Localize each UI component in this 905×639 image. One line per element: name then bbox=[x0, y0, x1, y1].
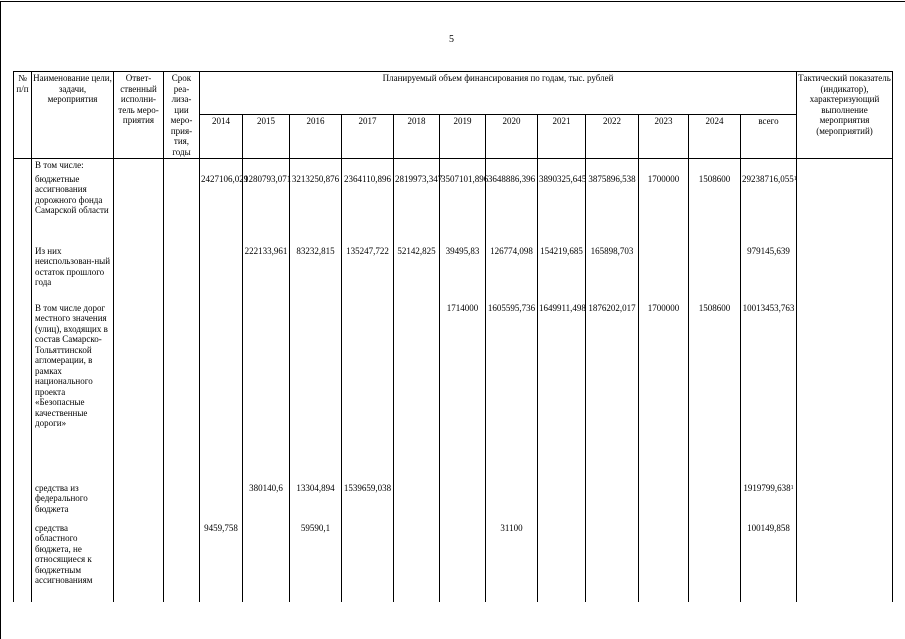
row-year-value bbox=[586, 482, 639, 522]
row-responsible bbox=[114, 302, 164, 482]
table-row bbox=[14, 302, 893, 482]
table-row bbox=[14, 482, 893, 522]
cell-value: 1714000 bbox=[446, 302, 479, 313]
table-row bbox=[14, 173, 893, 245]
header-year: 2017 bbox=[342, 114, 394, 158]
total-value: 29238716,055 bbox=[742, 173, 794, 184]
row-total bbox=[741, 173, 797, 245]
row-year-value bbox=[290, 245, 342, 302]
cell-value: 31100 bbox=[500, 522, 523, 533]
row-year-value bbox=[200, 159, 243, 173]
row-year-value bbox=[689, 482, 741, 522]
header-indicator: Тактический показатель (индикатор), характеризующий выполнение мероприятия (мероприятий) bbox=[797, 72, 893, 159]
row-year-value bbox=[290, 173, 342, 245]
row-year-value bbox=[639, 302, 689, 482]
row-year-value bbox=[486, 302, 538, 482]
cell-value: 3890325,645 bbox=[539, 173, 587, 184]
row-year-value bbox=[342, 482, 394, 522]
row-year-value bbox=[243, 245, 290, 302]
row-year-value bbox=[639, 245, 689, 302]
row-year-value bbox=[486, 159, 538, 173]
header-year: 2015 bbox=[243, 114, 290, 158]
row-num bbox=[14, 522, 32, 602]
row-year-value bbox=[639, 173, 689, 245]
row-period bbox=[164, 482, 200, 522]
row-year-value bbox=[342, 159, 394, 173]
cell-value: 165898,703 bbox=[590, 245, 634, 256]
header-year: 2022 bbox=[586, 114, 639, 158]
row-total bbox=[741, 482, 797, 522]
row-year-value bbox=[538, 522, 586, 602]
row-name: средства областного бюджета, не относящиеся к бюджетным ассигнованиям bbox=[32, 522, 114, 602]
row-indicator bbox=[797, 159, 893, 173]
row-name: средства из федерального бюджета bbox=[32, 482, 114, 522]
row-year-value bbox=[586, 173, 639, 245]
row-year-value bbox=[586, 302, 639, 482]
row-year-value bbox=[200, 173, 249, 245]
total-value: 1919799,638 bbox=[743, 482, 791, 493]
row-year-value bbox=[538, 173, 586, 245]
row-responsible bbox=[114, 245, 164, 302]
cell-value: 13304,894 bbox=[296, 482, 335, 493]
row-name: бюджетные ассигнования дорожного фонда Самарской области bbox=[32, 173, 114, 245]
row-year-value bbox=[342, 302, 394, 482]
row-num bbox=[14, 482, 32, 522]
row-year-value bbox=[243, 173, 290, 245]
cell-value: 2364110,896 bbox=[344, 173, 391, 184]
row-year-value bbox=[586, 522, 639, 602]
row-year-value bbox=[394, 302, 440, 482]
row-responsible bbox=[114, 173, 164, 245]
financing-table bbox=[13, 71, 893, 602]
row-total bbox=[741, 302, 797, 482]
table-row bbox=[14, 159, 893, 173]
table-row bbox=[14, 522, 893, 602]
header-year: 2018 bbox=[394, 114, 440, 158]
cell-value: 2819973,347 bbox=[395, 173, 443, 184]
cell-value: 1605595,736 bbox=[487, 302, 536, 313]
left-border bbox=[0, 1, 1, 639]
row-year-value bbox=[639, 522, 689, 602]
row-year-value bbox=[290, 522, 342, 602]
row-total bbox=[741, 159, 797, 173]
header-total: всего bbox=[741, 114, 797, 158]
cell-value: 1539659,038 bbox=[343, 482, 392, 493]
row-responsible bbox=[114, 522, 164, 602]
row-year-value bbox=[290, 159, 342, 173]
row-num bbox=[14, 245, 32, 302]
cell-value: 59590,1 bbox=[300, 522, 331, 533]
row-year-value bbox=[243, 482, 290, 522]
header-year: 2021 bbox=[538, 114, 586, 158]
row-year-value bbox=[394, 173, 443, 245]
header-year: 2014 bbox=[200, 114, 243, 158]
row-indicator bbox=[797, 173, 893, 245]
cell-value: 1649911,498 bbox=[539, 302, 586, 313]
row-name: Из них неиспользован-ный остаток прошлого года bbox=[32, 245, 114, 302]
row-year-value bbox=[440, 173, 489, 245]
header-num: № п/п bbox=[14, 72, 32, 159]
row-year-value bbox=[486, 245, 538, 302]
row-year-value bbox=[440, 522, 486, 602]
row-responsible bbox=[114, 482, 164, 522]
row-num bbox=[14, 159, 32, 173]
row-year-value bbox=[243, 522, 290, 602]
row-year-value bbox=[689, 302, 741, 482]
header-responsible: Ответ-ственный исполни-тель меро-приятия bbox=[114, 72, 164, 159]
row-total bbox=[741, 245, 797, 302]
row-year-value bbox=[200, 482, 243, 522]
header-year: 2020 bbox=[486, 114, 538, 158]
row-period bbox=[164, 245, 200, 302]
row-year-value bbox=[342, 245, 394, 302]
cell-value: 3507101,896 bbox=[441, 173, 489, 184]
row-responsible bbox=[114, 159, 164, 173]
header-financing: Планируемый объем финансирования по годам, тыс. рублей bbox=[200, 72, 797, 115]
cell-value: 1876202,017 bbox=[588, 302, 636, 313]
row-year-value bbox=[689, 173, 741, 245]
row-year-value bbox=[342, 522, 394, 602]
row-year-value bbox=[486, 482, 538, 522]
row-year-value bbox=[639, 482, 689, 522]
header-year: 2023 bbox=[639, 114, 689, 158]
row-year-value bbox=[689, 522, 741, 602]
row-year-value bbox=[586, 159, 639, 173]
row-period bbox=[164, 173, 200, 245]
row-period bbox=[164, 302, 200, 482]
row-year-value bbox=[200, 302, 243, 482]
cell-value: 380140,6 bbox=[249, 482, 283, 493]
row-year-value bbox=[538, 159, 586, 173]
table-row bbox=[14, 245, 893, 302]
row-num bbox=[14, 302, 32, 482]
row-year-value bbox=[440, 245, 486, 302]
page-number: 5 bbox=[449, 34, 454, 45]
cell-value: 1700000 bbox=[647, 173, 680, 184]
row-indicator bbox=[797, 245, 893, 302]
row-year-value bbox=[586, 245, 639, 302]
header-period: Срок реа-лиза-ции меро-прия-тия, годы bbox=[164, 72, 200, 159]
row-name: В том числе: bbox=[32, 159, 114, 173]
row-year-value bbox=[639, 159, 689, 173]
row-period bbox=[164, 159, 200, 173]
row-indicator bbox=[797, 302, 893, 482]
total-value: 979145,639 bbox=[747, 245, 790, 256]
row-year-value bbox=[689, 245, 741, 302]
cell-value: 1508600 bbox=[698, 302, 731, 313]
row-year-value bbox=[342, 173, 394, 245]
row-total bbox=[741, 522, 797, 602]
table-body bbox=[14, 159, 893, 602]
cell-value: 2427106,029 bbox=[201, 173, 249, 184]
cell-value: 126774,098 bbox=[490, 245, 533, 256]
row-year-value bbox=[486, 522, 538, 602]
footnote-mark: 1 bbox=[793, 175, 797, 182]
cell-value: 39495,83 bbox=[445, 245, 480, 256]
row-year-value bbox=[200, 245, 243, 302]
cell-value: 52142,825 bbox=[397, 245, 436, 256]
row-year-value bbox=[689, 159, 741, 173]
row-year-value bbox=[440, 482, 486, 522]
row-year-value bbox=[200, 522, 243, 602]
cell-value: 154219,685 bbox=[540, 245, 583, 256]
top-border bbox=[0, 1, 905, 2]
cell-value: 1700000 bbox=[647, 302, 680, 313]
cell-value: 3648886,396 bbox=[487, 173, 536, 184]
row-year-value bbox=[243, 302, 290, 482]
header-year: 2016 bbox=[290, 114, 342, 158]
row-year-value bbox=[440, 302, 486, 482]
header-year: 2019 bbox=[440, 114, 486, 158]
row-indicator bbox=[797, 482, 893, 522]
row-year-value bbox=[394, 522, 440, 602]
header-year: 2024 bbox=[689, 114, 741, 158]
cell-value: 83232,815 bbox=[296, 245, 335, 256]
row-year-value bbox=[243, 159, 290, 173]
cell-value: 1508600 bbox=[698, 173, 731, 184]
row-year-value bbox=[394, 482, 440, 522]
cell-value: 135247,722 bbox=[346, 245, 389, 256]
cell-value: 9459,758 bbox=[204, 522, 238, 533]
total-value: 100149,858 bbox=[747, 522, 790, 533]
row-year-value bbox=[290, 482, 342, 522]
footnote-mark: 1 bbox=[790, 484, 794, 491]
row-indicator bbox=[797, 522, 893, 602]
header-name: Наименование цели, задачи, мероприятия bbox=[32, 72, 114, 159]
total-value: 10013453,763 bbox=[742, 302, 795, 313]
cell-value: 1280793,071 bbox=[244, 173, 292, 184]
row-num bbox=[14, 173, 32, 245]
row-year-value bbox=[394, 159, 440, 173]
row-year-value bbox=[486, 173, 538, 245]
row-period bbox=[164, 522, 200, 602]
cell-value: 3213250,876 bbox=[291, 173, 340, 184]
row-year-value bbox=[394, 245, 440, 302]
row-year-value bbox=[538, 482, 586, 522]
row-year-value bbox=[440, 159, 486, 173]
cell-value: 222133,961 bbox=[244, 245, 288, 256]
row-year-value bbox=[290, 302, 342, 482]
row-year-value bbox=[538, 302, 586, 482]
cell-value: 3875896,538 bbox=[588, 173, 636, 184]
row-name: В том числе дорог местного значения (улиц), входящих в состав Самарско-Тольяттинской агломерации, в рамках национального проекта «Безопасные качественные дороги» bbox=[32, 302, 114, 482]
row-year-value bbox=[538, 245, 586, 302]
